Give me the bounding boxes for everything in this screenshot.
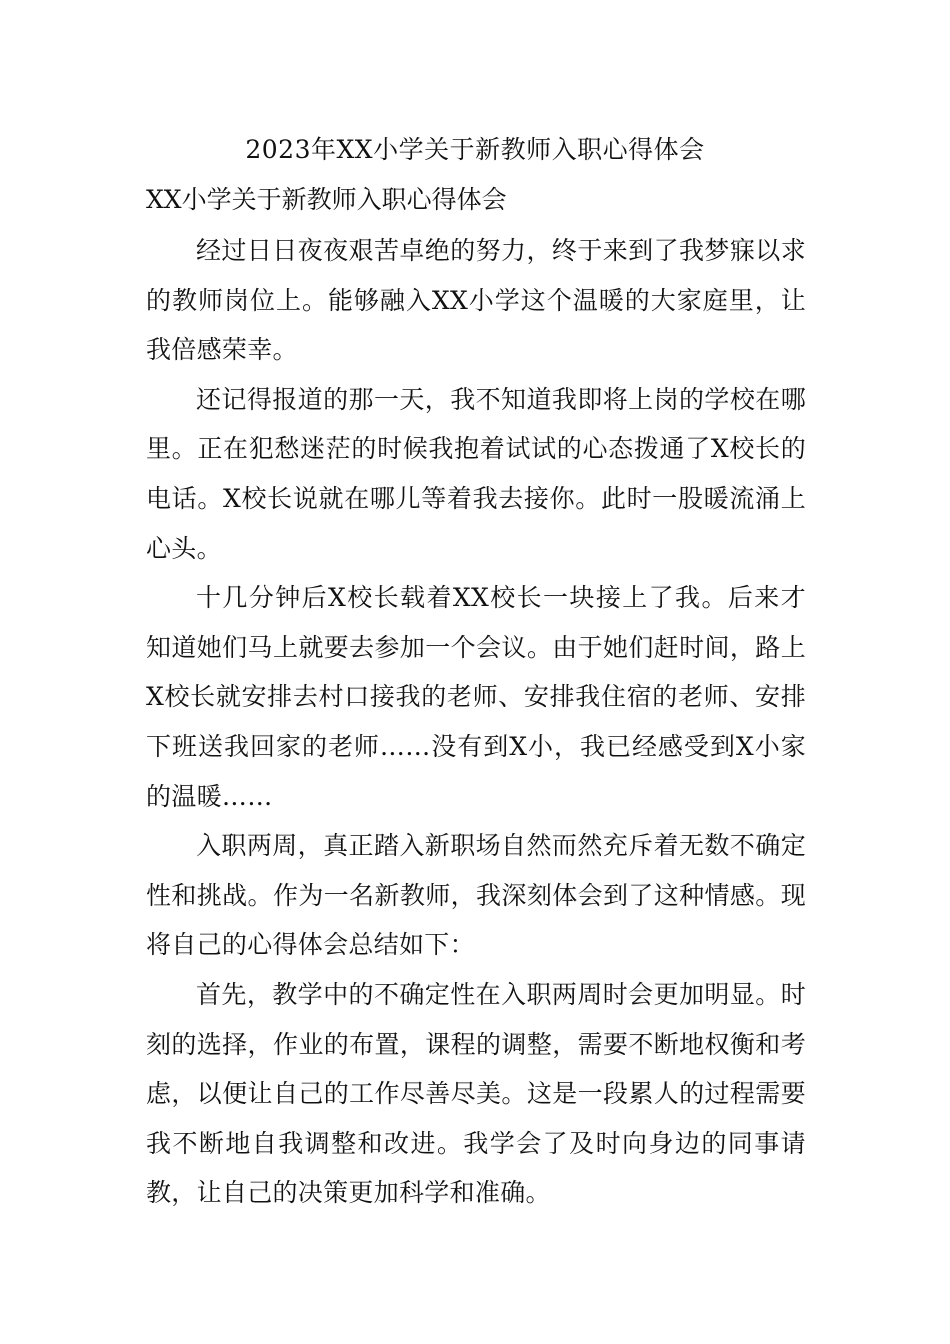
paragraph: 首先，教学中的不确定性在入职两周时会更加明显。时刻的选择，作业的布置，课程的调整，需要不断地权衡和考虑，以便让自己的工作尽善尽美。这是一段累人的过程需要我不断地自我调整和改进。我学会了及时向身边的同事请教，让自己的决策更加科学和准确。 (146, 979, 806, 1208)
paragraph: 还记得报道的那一天，我不知道我即将上岗的学校在哪里。正在犯愁迷茫的时候我抱着试试的心态拨通了X校长的电话。X校长说就在哪儿等着我去接你。此时一股暖流涌上心头。 (146, 384, 806, 563)
paragraph: 经过日日夜夜艰苦卓绝的努力，终于来到了我梦寐以求的教师岗位上。能够融入XX小学这个温暖的大家庭里，让我倍感荣幸。 (146, 236, 806, 365)
paragraph: 入职两周，真正踏入新职场自然而然充斥着无数不确定性和挑战。作为一名新教师，我深刻体会到了这种情感。现将自己的心得体会总结如下： (146, 831, 806, 960)
document-subtitle: XX小学关于新教师入职心得体会 (146, 185, 507, 214)
document-title: 2023年XX小学关于新教师入职心得体会 (245, 135, 705, 164)
paragraph: 十几分钟后X校长载着XX校长一块接上了我。后来才知道她们马上就要去参加一个会议。由于她们赶时间，路上X校长就安排去村口接我的老师、安排我住宿的老师、安排下班送我回家的老师……没有到X小，我已经感受到X小家的温暖…… (146, 583, 806, 811)
document-body (146, 226, 806, 1218)
